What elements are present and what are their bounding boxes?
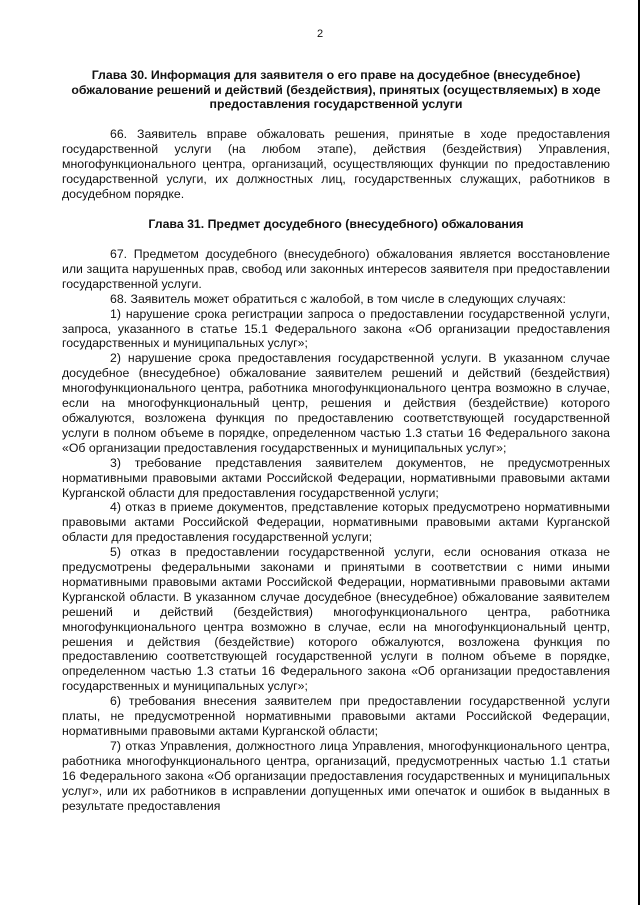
list-item-5: 5) отказ в предоставлении государственной услуги, если основания отказа не предусмотрены федеральными законами и принятыми в соответствии с ними иными нормативными правовыми актами Российской Федерации, нормативными правовыми актами Курганской области. В указанном случае досудебное (внесудебное) обжалование заявителем решений и действий (бездействия) многофункционального центра, работника многофункционального центра возможно в случае, если на многофункциональный центр, решения и действия (бездействие) которого обжалуются, возложена функция по предоставлению соответствующей государственной услуги в полном объеме в порядке, определенном частью 1.3 статьи 16 Федерального закона «Об организации предоставления государственных и муниципальных услуг»; (62, 545, 610, 694)
list-item-1: 1) нарушение срока регистрации запроса о предоставлении государственной услуги, запроса, указанного в статье 15.1 Федерального закона «Об организации предоставления государственных и муниципальных услуг»; (62, 306, 610, 351)
list-item-6: 6) требования внесения заявителем при предоставлении государственной услуги платы, не предусмотренной нормативными правовыми актами Российской Федерации, нормативными правовыми актами Курганской области; (62, 694, 610, 738)
list-item-3: 3) требование представления заявителем документов, не предусмотренных нормативными правовыми актами Российской Федерации, нормативными правовыми актами Курганской области для предоставления государственной услуги; (62, 455, 610, 500)
list-item-4: 4) отказ в приеме документов, представление которых предусмотрено нормативными правовыми актами Российской Федерации, нормативными правовыми актами Курганской области для предоставления государственной услуги; (62, 500, 610, 545)
paragraph-67: 67. Предметом досудебного (внесудебного) обжалования является восстановление или защита нарушенных прав, свобод или законных интересов заявителя при предоставлении государственной услуги. (62, 247, 610, 291)
paragraph-68: 68. Заявитель может обратиться с жалобой, в том числе в следующих случаях: (110, 291, 566, 306)
chapter-30-heading: Глава 30. Информация для заявителя о его праве на досудебное (внесудебное) обжалование решений и действий (бездействия), принятых (осуществляемых) в ходе предоставления государственной услуги (71, 68, 601, 111)
chapter-31-heading: Глава 31. Предмет досудебного (внесудебного) обжалования (148, 217, 524, 231)
list-item-7: 7) отказ Управления, должностного лица Управления, многофункционального центра, работника многофункционального центра, организаций, предусмотренных частью 1.1 статьи 16 Федерального закона «Об организации предоставления государственных и муниципальных услуг», или их работников в исправлении допущенных ими опечаток и ошибок в выданных в результате предоставления (62, 738, 610, 813)
paragraph-66: 66. Заявитель вправе обжаловать решения, принятые в ходе предоставления государственной услуги (на любом этапе), действия (бездействия) Управления, многофункционального центра, организаций, осуществляющих функции по предоставлению государственной услуги, их должностных лиц, государственных служащих, работников в досудебном порядке. (62, 127, 610, 201)
list-item-2: 2) нарушение срока предоставления государственной услуги. В указанном случае досудебное (внесудебное) обжалование заявителем решений и действий (бездействия) многофункционального центра, работника многофункционального центра возможно в случае, если на многофункциональный центр, решения и действия (бездействие) которого обжалуются, возложена функция по предоставлению соответствующей государственной услуги в полном объеме в порядке, определенном частью 1.3 статьи 16 Федерального закона «Об организации предоставления государственных и муниципальных услуг»; (62, 351, 610, 455)
chapter-30-body (62, 127, 610, 202)
chapter-31-body (62, 247, 610, 813)
page-number: 2 (316, 28, 324, 40)
